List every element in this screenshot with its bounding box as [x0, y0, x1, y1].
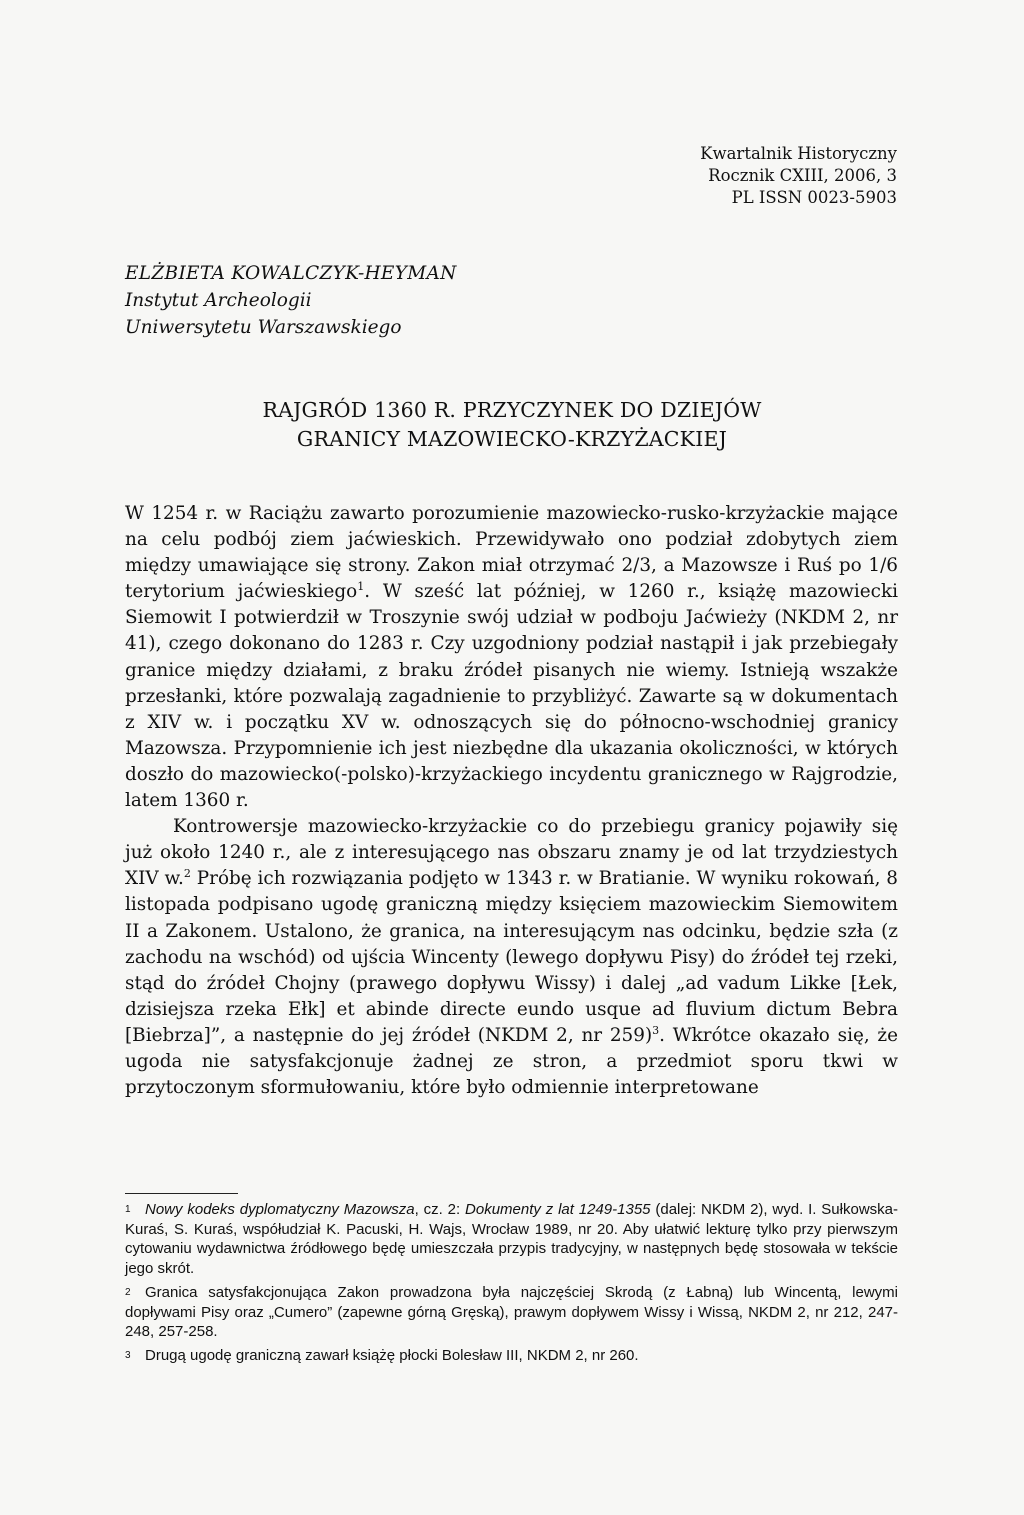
footnote-3: 3 Drugą ugodę graniczną zawarł książę płocki Bolesław III, NKDM 2, nr 260.: [125, 1346, 639, 1364]
title-line-1: RAJGRÓD 1360 R. PRZYCZYNEK DO DZIEJÓW: [262, 398, 762, 422]
affiliation-line-2: Uniwersytetu Warszawskiego: [125, 317, 402, 338]
footnote-1: 1 Nowy kodeks dyplomatyczny Mazowsza, cz. 2: Dokumenty z lat 1249-1355 (dalej: NKDM 2), wyd. I. Sułkowska-Kuraś, S. Kuraś, współudział K. Pacuski, H. Wajs, Wrocław 1989, nr 20. Aby ułatwić lekturę tylko przy pierwszym cytowaniu wydawnictwa źródłowego będę umieszczała przypis tradycyjny, w następnych będę stosowała w tekście jego skrót.: [125, 1201, 898, 1278]
author-name: ELŻBIETA KOWALCZYK-HEYMAN: [125, 263, 457, 284]
paragraph-2: Kontrowersje mazowiecko-krzyżackie co do przebiegu granicy pojawiły się już około 1240 r., ale z interesującego nas obszaru znamy je od lat trzydziestych XIV w.$^2$ Próbę ich rozwiązania podjęto w 1343 r. w Bratianie. W wyniku rokowań, 8 listopada podpisano ugodę graniczną między księciem mazowieckim Siemowitem II a Zakonem. Ustalono, że granica, na interesującym nas odcinku, będzie szła (z zachodu na wschód) od ujścia Wincenty (lewego dopływu Pisy) do źródeł tej rzeki, stąd do źródeł Chojny (prawego dopływu Wissy) i dalej „ad vadum Likke [Łek, dzisiejsza rzeka Ełk] et abinde directe eundo usque ad fluvium dictum Bebra [Biebrza]”, a następnie do jej źródeł (NKDM 2, nr 259)$^3$. Wkrótce okazało się, że ugoda nie satysfakcjonuje żadnej ze stron, a przedmiot sporu tkwi w przytoczonym sformułowaniu, które było odmiennie interpretowane: [125, 816, 899, 1099]
footnotes: [125, 1200, 898, 1370]
author-block: [125, 260, 457, 341]
title-line-2: GRANICY MAZOWIECKO-KRZYŻACKIEJ: [296, 427, 728, 451]
footnote-ref-2[interactable]: 2: [183, 867, 191, 881]
footnote-2: 2 Granica satysfakcjonująca Zakon prowadzona była najczęściej Skrodą (z Łabną) lub Wincentą, lewymi dopływami Pisy oraz „Cumero” (zapewne górną Gręską), prawym dopływem Wissy i Wissą, NKDM 2, nr 212, 247-248, 257-258.: [125, 1283, 898, 1341]
journal-issn: PL ISSN 0023-5903: [731, 188, 897, 207]
article-body: [125, 501, 898, 1101]
footnote-ref-1[interactable]: 1: [357, 580, 365, 594]
article-title: [0, 396, 1024, 454]
journal-volume: Rocznik CXIII, 2006, 3: [708, 166, 897, 185]
footnote-separator: [125, 1193, 238, 1194]
affiliation-line-1: Instytut Archeologii: [125, 290, 312, 311]
footnote-ref-3[interactable]: 3: [652, 1023, 660, 1037]
paragraph-1: W 1254 r. w Raciążu zawarto porozumienie mazowiecko-rusko-krzyżackie mające na celu podbój ziem jaćwieskich. Przewidywało ono podział zdobytych ziem między umawiające się strony. Zakon miał otrzymać 2/3, a Mazowsze i Ruś po 1/6 terytorium jaćwieskiego$^1$. W sześć lat później, w 1260 r., książę mazowiecki Siemowit I potwierdził w Troszynie swój udział w podboju Jaćwieży (NKDM 2, nr 41), czego dokonano do 1283 r. Czy uzgodniony podział nastąpił i jak przebiegały granice między działami, z braku źródeł pisanych nie wiemy. Istnieją wszakże przesłanki, które pozwalają zagadnienie to przybliżyć. Zawarte są w dokumentach z XIV w. i początku XV w. odnoszących się do północno-wschodniej granicy Mazowsza. Przypomnienie ich jest niezbędne dla ukazania okoliczności, w których doszło do mazowiecko(-polsko)-krzyżackiego incydentu granicznego w Rajgrodzie, latem 1360 r.: [125, 503, 898, 812]
journal-info: [700, 143, 897, 209]
journal-name: Kwartalnik Historyczny: [700, 144, 897, 163]
